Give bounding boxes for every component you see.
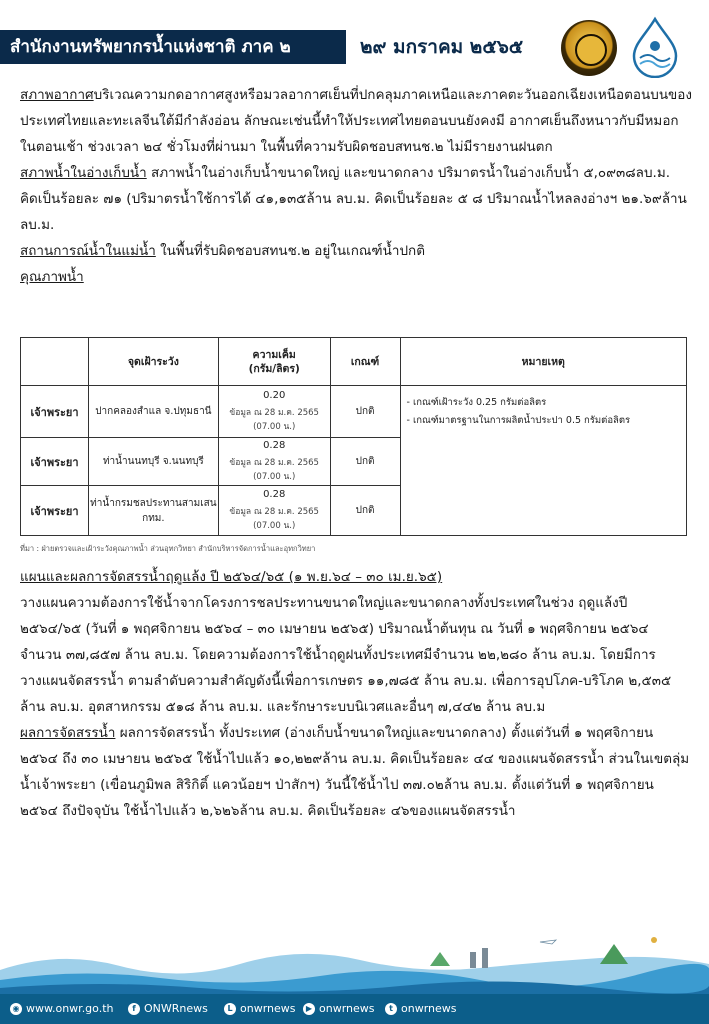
footer-line[interactable] <box>224 994 296 1024</box>
station-cell: ปากคลองสำแล จ.ปทุมธานี <box>88 386 218 438</box>
footer-website[interactable] <box>10 994 113 1024</box>
page-header <box>0 0 709 80</box>
criteria-cell: ปกติ <box>330 386 400 438</box>
salinity-cell <box>218 386 330 438</box>
salinity-value: 0.20 <box>263 390 286 401</box>
dry-plan-heading: แผนและผลการจัดสรรน้ำฤดูแล้ง ปี ๒๕๖๔/๖๕ (๑ พ.ย.๖๔ – ๓๐ เม.ย.๖๕) <box>20 569 443 585</box>
reservoir-heading: สภาพน้ำในอ่างเก็บน้ำ <box>20 165 147 181</box>
line-icon: L <box>224 1003 236 1015</box>
allocation-text: ผลการจัดสรรน้ำ ทั้งประเทศ (อ่างเก็บน้ำขนาดใหญ่และขนาดกลาง) ตั้งแต่วันที่ ๑ พฤศจิกายน ๒๕๖๔ ถึง ๓๐ เมษายน ๒๕๖๕ ใช้น้ำไปแล้ว ๑๐,๒๒๙ล้าน ลบ.ม. คิดเป็นร้อยละ ๔๔ ของแผนจัดสรรน้ำ ส่วนในเขตลุ่มน้ำเจ้าพระยา (เขื่อนภูมิพล สิริกิติ์ แควน้อยฯ ป่าสักฯ) วันนี้ใช้น้ำไป ๓๗.๐๒ล้าน ลบ.ม. ตั้งแต่วันที่ ๑ พฤศจิกายน ๒๕๖๔ ถึงปัจจุบัน ใช้น้ำไปแล้ว ๒,๖๒๖ล้าน ลบ.ม. คิดเป็นร้อยละ ๔๖ของแผนจัดสรรน้ำ <box>20 725 690 819</box>
salinity-cell <box>218 438 330 486</box>
report-date: ๒๙ มกราคม ๒๕๖๕ <box>360 36 524 58</box>
salinity-header-line2: (กรัม/ลิตร) <box>248 362 300 375</box>
facebook-text: ONWRnews <box>144 1002 208 1015</box>
river-cell: เจ้าพระยา <box>21 386 89 438</box>
report-body-top <box>20 82 692 290</box>
allocation-heading: ผลการจัดสรรน้ำ <box>20 725 116 741</box>
ministry-seal-icon <box>561 20 617 76</box>
col-header-remarks: หมายเหตุ <box>400 338 687 386</box>
dry-plan-heading-line <box>20 564 692 590</box>
river-heading: สถานการณ์น้ำในแม่น้ำ <box>20 243 156 259</box>
station-cell: ท่าน้ำกรมชลประทานสามเสน กทม. <box>88 486 218 536</box>
org-name-banner: สำนักงานทรัพยากรน้ำแห่งชาติ ภาค ๒ <box>0 30 346 64</box>
water-quality-paragraph <box>20 264 692 290</box>
table-header-row <box>21 338 687 386</box>
salinity-cell <box>218 486 330 536</box>
footer-landscape-illustration <box>0 930 709 994</box>
remarks-cell <box>400 386 687 536</box>
footer-youtube[interactable] <box>303 994 375 1024</box>
table-source-note: ที่มา : ฝ่ายตรวจและเฝ้าระวังคุณภาพน้ำ ส่วนอุทกวิทยา สำนักบริหารจัดการน้ำและอุทกวิทยา <box>20 544 316 553</box>
facebook-icon: f <box>128 1003 140 1015</box>
criteria-cell: ปกติ <box>330 486 400 536</box>
salinity-value: 0.28 <box>263 440 286 451</box>
footer-facebook[interactable] <box>128 994 208 1024</box>
report-body-bottom <box>20 564 692 824</box>
col-header-station: จุดเฝ้าระวัง <box>88 338 218 386</box>
criteria-cell: ปกติ <box>330 438 400 486</box>
river-cell: เจ้าพระยา <box>21 486 89 536</box>
dry-plan-paragraph: วางแผนความต้องการใช้น้ำจากโครงการชลประทานขนาดใหญ่และขนาดกลางทั้งประเทศในช่วง ฤดูแล้งปี ๒๕๖๔/๖๕ (วันที่ ๑ พฤศจิกายน ๒๕๖๔ – ๓๐ เมษายน ๒๕๖๕) ปริมาณน้ำต้นทุน ณ วันที่ ๑ พฤศจิกายน ๒๕๖๔ จำนวน ๓๗,๘๕๗ ล้าน ลบ.ม. โดยความต้องการใช้น้ำฤดูฝนทั้งประเทศมีจำนวน ๒๒,๒๘๐ ล้าน ลบ.ม. โดยมีการวางแผนจัดสรรน้ำ ตามลำดับความสำคัญดังนี้เพื่อการเกษตร ๑๑,๗๘๕ ล้าน ลบ.ม. เพื่อการอุปโภค-บริโภค ๒,๕๓๕ ล้าน ลบ.ม. อุตสาหกรรม ๕๑๘ ล้าน ลบ.ม. และรักษาระบบนิเวศและอื่นๆ ๗,๔๔๒ ล้าน ลบ.ม <box>20 595 672 715</box>
salinity-date: ข้อมูล ณ 28 ม.ค. 2565 (07.00 น.) <box>229 507 319 531</box>
col-header-river <box>21 338 89 386</box>
onwr-water-drop-logo-icon <box>628 16 682 78</box>
river-paragraph <box>20 238 692 264</box>
twitter-icon: t <box>385 1003 397 1015</box>
salinity-value: 0.28 <box>263 489 286 500</box>
twitter-text: onwrnews <box>401 1002 457 1015</box>
salinity-date: ข้อมูล ณ 28 ม.ค. 2565 (07.00 น.) <box>229 458 319 482</box>
table-row <box>21 386 687 438</box>
reservoir-text: สภาพน้ำในอ่างเก็บน้ำขนาดใหญ่ และขนาดกลาง ปริมาตรน้ำในอ่างเก็บน้ำ ๕,๐๙๓๘ลบ.ม. คิดเป็นร้อยละ ๗๑ (ปริมาตรน้ำใช้การได้ ๔๑,๑๓๕ล้าน ลบ.ม. คิดเป็นร้อยละ ๕ ๘ ปริมาณน้ำไหลลงอ่างฯ ๒๑.๖๙ล้าน ลบ.ม. <box>20 165 687 233</box>
website-text: www.onwr.go.th <box>26 1002 114 1015</box>
water-quality-heading: คุณภาพน้ำ <box>20 269 84 285</box>
weather-heading: สภาพอากาศ <box>20 87 94 103</box>
river-cell: เจ้าพระยา <box>21 438 89 486</box>
river-text: ในพื้นที่รับผิดชอบสทนช.๒ อยู่ในเกณฑ์น้ำปกติ <box>155 243 425 259</box>
weather-paragraph <box>20 82 692 160</box>
youtube-icon: ▶ <box>303 1003 315 1015</box>
col-header-salinity <box>218 338 330 386</box>
footer-contact-bar <box>0 994 709 1024</box>
reservoir-paragraph <box>20 160 692 238</box>
footer-twitter[interactable] <box>385 994 457 1024</box>
remark-standard: - เกณฑ์มาตรฐานในการผลิตน้ำประปา 0.5 กรัมต่อลิตร <box>406 415 631 426</box>
station-cell: ท่าน้ำนนทบุรี จ.นนทบุรี <box>88 438 218 486</box>
youtube-text: onwrnews <box>319 1002 375 1015</box>
remark-threshold: - เกณฑ์เฝ้าระวัง 0.25 กรัมต่อลิตร <box>406 397 547 408</box>
salinity-header-line1: ความเค็ม <box>252 348 296 361</box>
water-quality-table <box>20 337 687 536</box>
globe-icon: ◉ <box>10 1003 22 1015</box>
line-text: onwrnews <box>240 1002 296 1015</box>
col-header-criteria: เกณฑ์ <box>330 338 400 386</box>
allocation-paragraph <box>20 720 692 824</box>
salinity-date: ข้อมูล ณ 28 ม.ค. 2565 (07.00 น.) <box>229 408 319 432</box>
weather-text: บริเวณความกดอากาศสูงหรือมวลอากาศเย็นที่ปกคลุมภาคเหนือและภาคตะวันออกเฉียงเหนือตอนบนของประเทศไทยและทะเลจีนใต้มีกำลังอ่อน ลักษณะเช่นนี้ทำให้ประเทศไทยตอนบนยังคงมี อากาศเย็นถึงหนาวกับมีหมอกในตอนเช้า ช่วงเวลา ๒๔ ชั่วโมงที่ผ่านมา ในพื้นที่ความรับผิดชอบสทนช.๒ ไม่มีรายงานฝนตก <box>20 87 692 155</box>
